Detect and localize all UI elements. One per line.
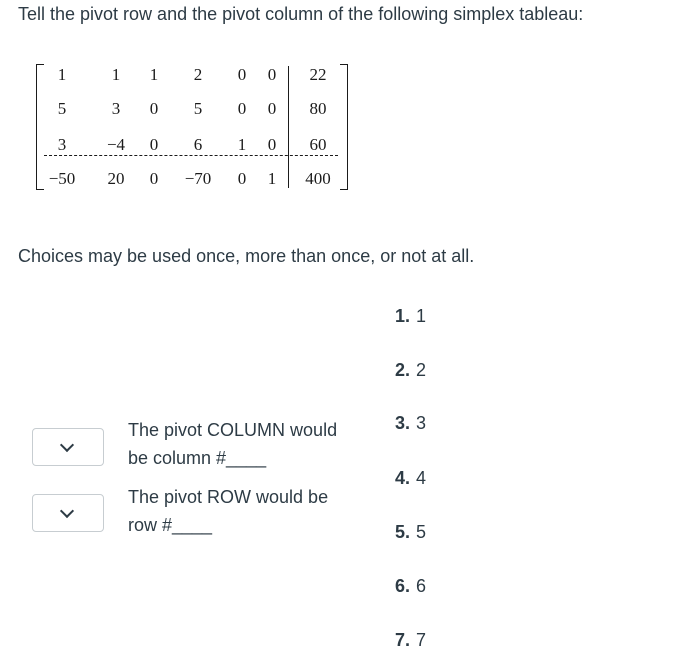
tableau-cell: 80 [309,99,327,118]
prompt-line: The pivot ROW would be [128,487,329,507]
tableau-cell: 1 [57,65,67,84]
answer-item: 6. 6 [395,576,427,596]
prompt-line: be column #____ [128,448,267,468]
question-text: Tell the pivot row and the pivot column of the following simplex tableau: [18,4,584,24]
tableau-cell: 3 [111,99,121,118]
pivot-row-prompt [128,483,368,539]
tableau-cell: 2 [193,65,203,84]
pivot-column-select[interactable] [32,428,104,466]
answer-item: 7. 7 [395,630,427,650]
tableau-cell: 5 [193,99,203,118]
tableau-cell: 3 [57,135,67,154]
tableau-cell: 60 [309,135,327,154]
answer-item: 2. 2 [395,360,427,380]
tableau-cell: 1 [267,169,277,188]
tableau-cell: 20 [107,169,125,188]
answer-item: 4. 4 [395,468,427,488]
tableau-cell: 0 [149,99,159,118]
tableau-cell: 0 [267,65,277,84]
tableau-cell: 0 [237,99,247,118]
answer-item: 3. 3 [395,413,427,433]
tableau-cell: 0 [149,169,159,188]
tableau-cell: 1 [111,65,121,84]
prompt-line: row #____ [128,515,213,535]
tableau-cell: 0 [267,99,277,118]
tableau-cell: 1 [237,135,247,154]
tableau-cell: 0 [267,135,277,154]
tableau-cell: 5 [57,99,67,118]
simplex-tableau [36,62,348,192]
prompt-line: The pivot COLUMN would [128,420,338,440]
tableau-cell: −4 [106,135,126,154]
tableau-cell: 0 [237,169,247,188]
pivot-column-prompt [128,416,368,472]
right-bracket [340,64,348,190]
tableau-cell: 6 [193,135,203,154]
chevron-down-icon [60,438,74,452]
tableau-cell: 22 [309,65,327,84]
tableau-cell: −50 [48,169,76,188]
pivot-row-select[interactable] [32,494,104,532]
tableau-cell: 0 [237,65,247,84]
tableau-cell: −70 [184,169,212,188]
choices-note: Choices may be used once, more than once, or not at all. [18,246,475,266]
answer-item: 1. 1 [395,306,427,326]
answer-item: 5. 5 [395,522,427,542]
tableau-cell: 400 [305,169,331,188]
tableau-cell: 0 [149,135,159,154]
chevron-down-icon [60,504,74,518]
tableau-cell: 1 [149,65,159,84]
